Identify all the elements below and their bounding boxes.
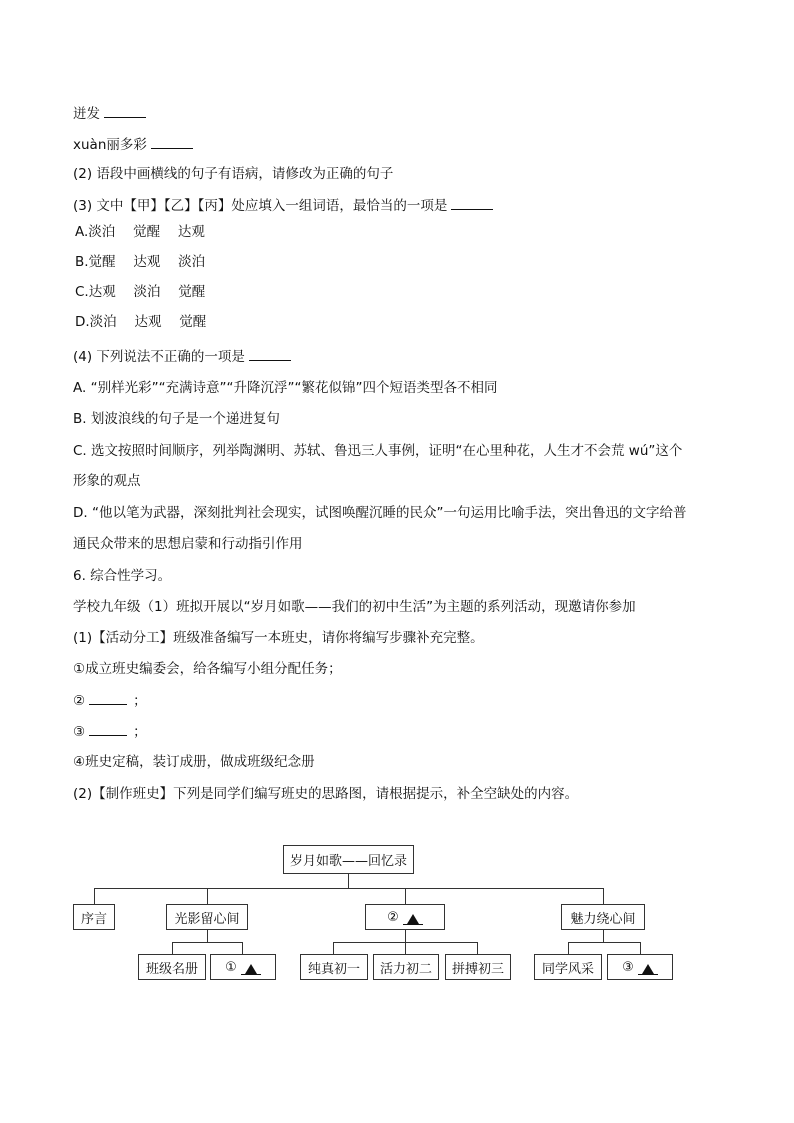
connector	[405, 942, 406, 954]
node-charm: 魅力绕心间	[561, 904, 645, 930]
step-4: ④班史定稿，装订成册，做成班级纪念册	[73, 754, 315, 770]
connector	[405, 888, 406, 904]
connector	[94, 888, 603, 889]
connector	[207, 888, 208, 904]
step-1: ①成立班史编委会，给各编写小组分配任务；	[73, 661, 342, 677]
answer-blank[interactable]	[241, 960, 261, 975]
connector	[172, 942, 242, 943]
option-a: A.淡泊 觉醒 达观	[75, 224, 205, 240]
triangle-icon	[407, 914, 419, 924]
connector	[603, 888, 604, 904]
connector	[477, 942, 478, 954]
answer-blank[interactable]	[104, 103, 146, 118]
q4-option-d: D. “他以笔为武器，深刻批判社会现实，试图唤醒沉睡的民众”一句运用比喻手法，突出鲁迅的文字给普	[73, 505, 687, 521]
node-grade-8: 活力初二	[373, 954, 439, 980]
answer-blank[interactable]	[249, 346, 291, 361]
connector	[333, 942, 334, 954]
vocab-line-1: 迸发	[73, 103, 146, 124]
question-2: (2) 语段中画横线的句子有语病，请修改为正确的句子	[73, 166, 394, 182]
node-class-roster: 班级名册	[138, 954, 206, 980]
node-grade-7: 纯真初一	[300, 954, 368, 980]
option-d: D.淡泊 达观 觉醒	[75, 314, 207, 330]
answer-blank[interactable]	[638, 960, 658, 975]
answer-blank[interactable]	[151, 134, 193, 149]
connector	[94, 888, 95, 904]
question-3: (3) 文中【甲】【乙】【丙】处应填入一组词语，最恰当的一项是	[73, 195, 493, 216]
connector	[242, 942, 243, 954]
node-photo-memories: 光影留心间	[166, 904, 248, 930]
node-missing-2: ②	[365, 904, 445, 930]
option-c: C.达观 淡泊 觉醒	[75, 284, 206, 300]
node-preface: 序言	[73, 904, 115, 930]
section-6-intro: 学校九年级（1）班拟开展以“岁月如歌——我们的初中生活”为主题的系列活动，现邀请你参加	[73, 599, 636, 615]
connector	[603, 930, 604, 942]
node-grade-9: 拼搏初三	[445, 954, 511, 980]
q4-option-c: C. 选文按照时间顺序，列举陶渊明、苏轼、鲁迅三人事例，证明“在心里种花，人生才不会荒 wú”这个	[73, 443, 683, 459]
connector	[172, 942, 173, 954]
answer-blank[interactable]	[89, 690, 127, 705]
q4-option-a: A. “别样光彩”“充满诗意”“升降沉浮”“繁花似锦”四个短语类型各不相同	[73, 380, 498, 396]
node-classmates: 同学风采	[534, 954, 602, 980]
answer-blank[interactable]	[451, 195, 493, 210]
q4-option-d-cont: 通民众带来的思想启蒙和行动指引作用	[73, 536, 303, 552]
connector	[640, 942, 641, 954]
step-2: ② ；	[73, 690, 147, 711]
connector	[405, 930, 406, 942]
connector	[568, 942, 640, 943]
answer-blank[interactable]	[403, 910, 423, 925]
connector	[568, 942, 569, 954]
triangle-icon	[642, 964, 654, 974]
node-missing-1: ①	[210, 954, 276, 980]
triangle-icon	[245, 964, 257, 974]
connector	[348, 874, 349, 888]
section-6-title: 6. 综合性学习。	[73, 568, 172, 584]
q4-option-c-cont: 形象的观点	[73, 473, 141, 489]
node-missing-3: ③	[607, 954, 673, 980]
answer-blank[interactable]	[89, 721, 127, 736]
part-2-prompt: (2)【制作班史】下列是同学们编写班史的思路图，请根据提示，补全空缺处的内容。	[73, 786, 579, 802]
connector	[207, 930, 208, 942]
q4-option-b: B. 划波浪线的句子是一个递进复句	[73, 411, 280, 427]
part-1-prompt: (1)【活动分工】班级准备编写一本班史，请你将编写步骤补充完整。	[73, 630, 484, 646]
option-b: B.觉醒 达观 淡泊	[75, 254, 206, 270]
question-4: (4) 下列说法不正确的一项是	[73, 346, 291, 367]
root-node: 岁月如歌——回忆录	[283, 845, 414, 874]
vocab-line-2: xuàn丽多彩	[73, 134, 193, 155]
step-3: ③ ；	[73, 721, 147, 742]
